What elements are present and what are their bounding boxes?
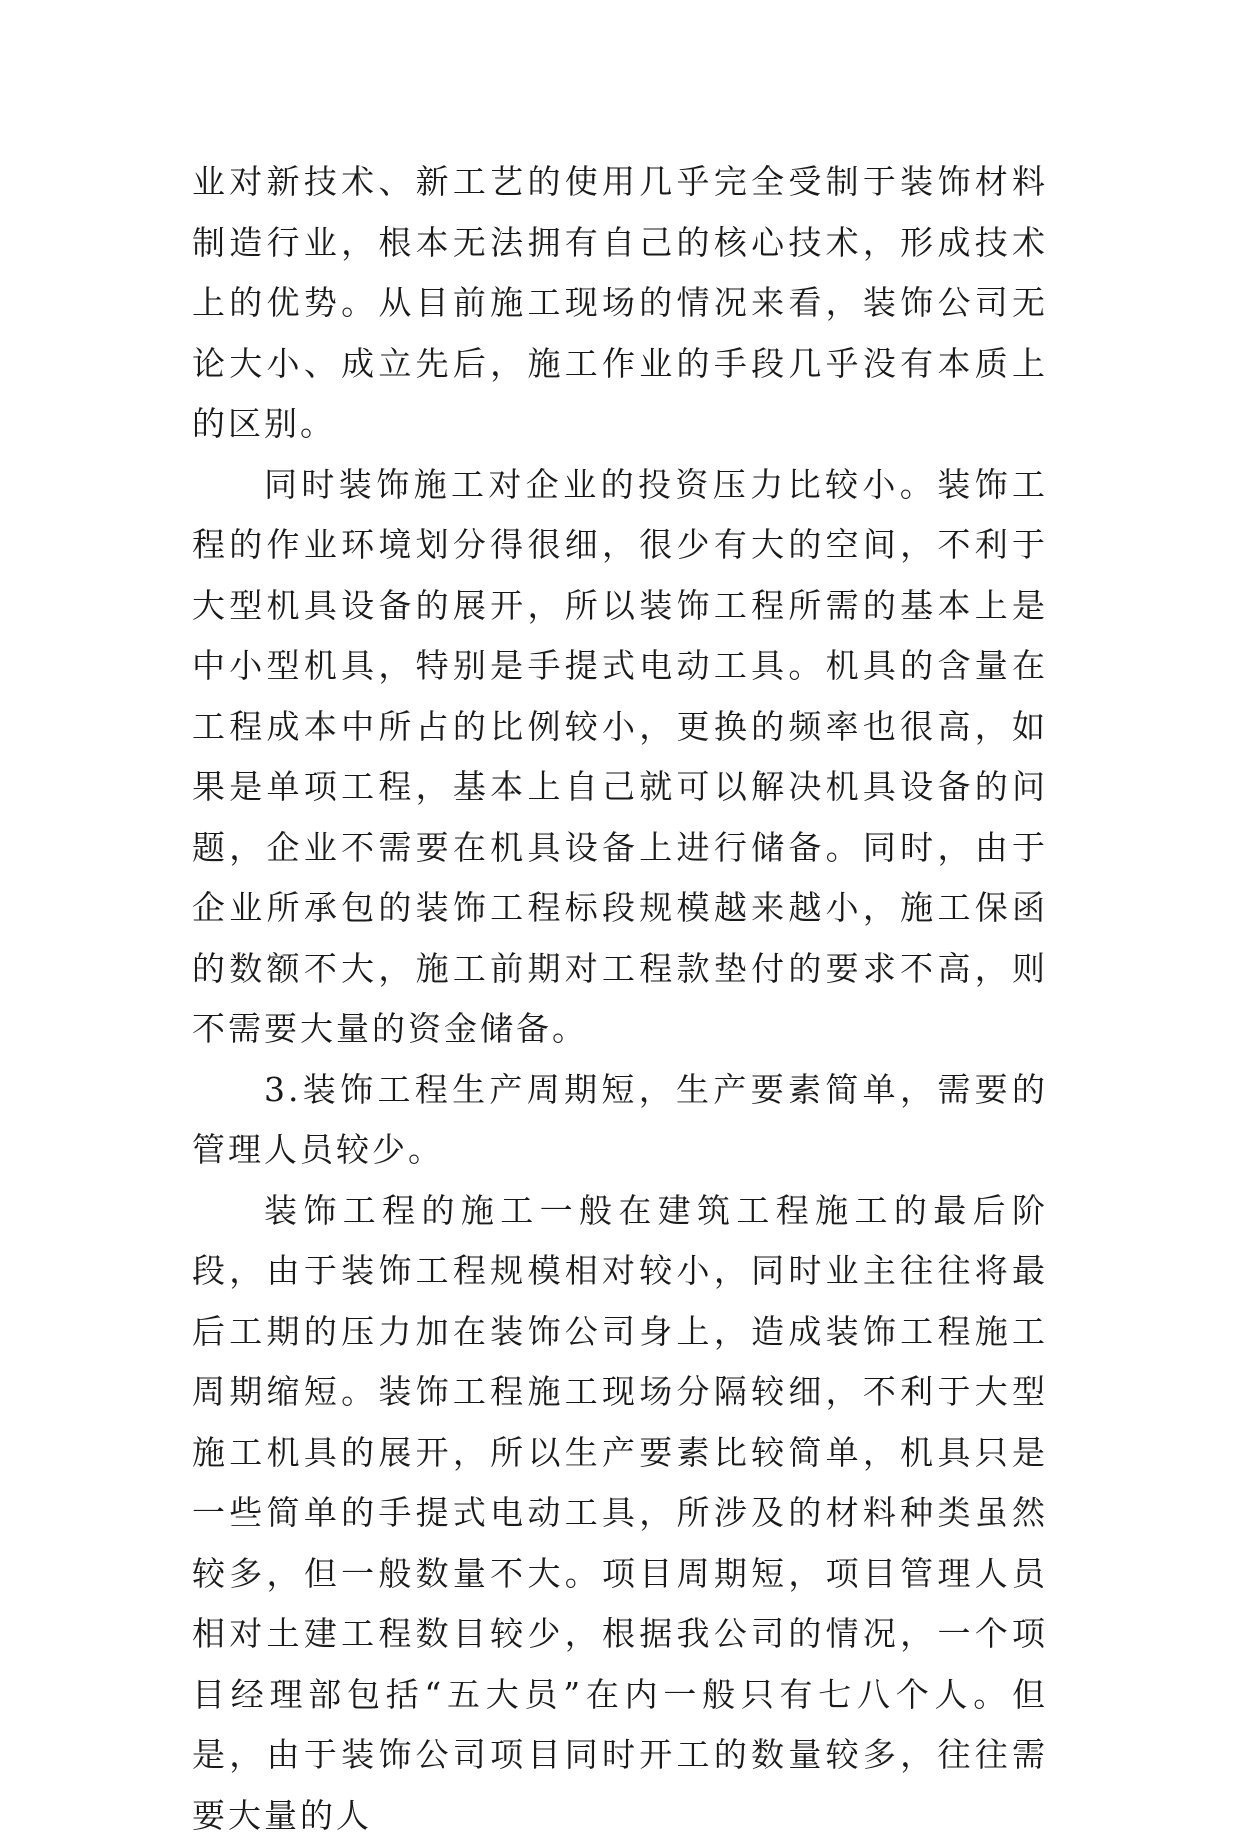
paragraph-continued: 业对新技术、新工艺的使用几乎完全受制于装饰材料制造行业，根本无法拥有自己的核心技术，形成技术上的优势。从目前施工现场的情况来看，装饰公司无论大小、成立先后，施工作业的手段几乎没有本质上的区别。 (192, 152, 1048, 455)
paragraph-heading-3: 3.装饰工程生产周期短，生产要素简单，需要的管理人员较少。 (192, 1060, 1048, 1181)
paragraph-construction-phase: 装饰工程的施工一般在建筑工程施工的最后阶段，由于装饰工程规模相对较小，同时业主往往将最后工期的压力加在装饰公司身上，造成装饰工程施工周期缩短。装饰工程施工现场分隔较细，不利于大型施工机具的展开，所以生产要素比较简单，机具只是一些简单的手提式电动工具，所涉及的材料种类虽然较多，但一般数量不大。项目周期短，项目管理人员相对土建工程数目较少，根据我公司的情况，一个项目经理部包括“五大员”在内一般只有七八个人。但是，由于装饰公司项目同时开工的数量较多，往往需要大量的人 (192, 1181, 1048, 1846)
paragraph-investment-pressure: 同时装饰施工对企业的投资压力比较小。装饰工程的作业环境划分得很细，很少有大的空间，不利于大型机具设备的展开，所以装饰工程所需的基本上是中小型机具，特别是手提式电动工具。机具的含量在工程成本中所占的比例较小，更换的频率也很高，如果是单项工程，基本上自己就可以解决机具设备的问题，企业不需要在机具设备上进行储备。同时，由于企业所承包的装饰工程标段规模越来越小，施工保函的数额不大，施工前期对工程款垫付的要求不高，则不需要大量的资金储备。 (192, 455, 1048, 1060)
body-text (192, 152, 1048, 1846)
